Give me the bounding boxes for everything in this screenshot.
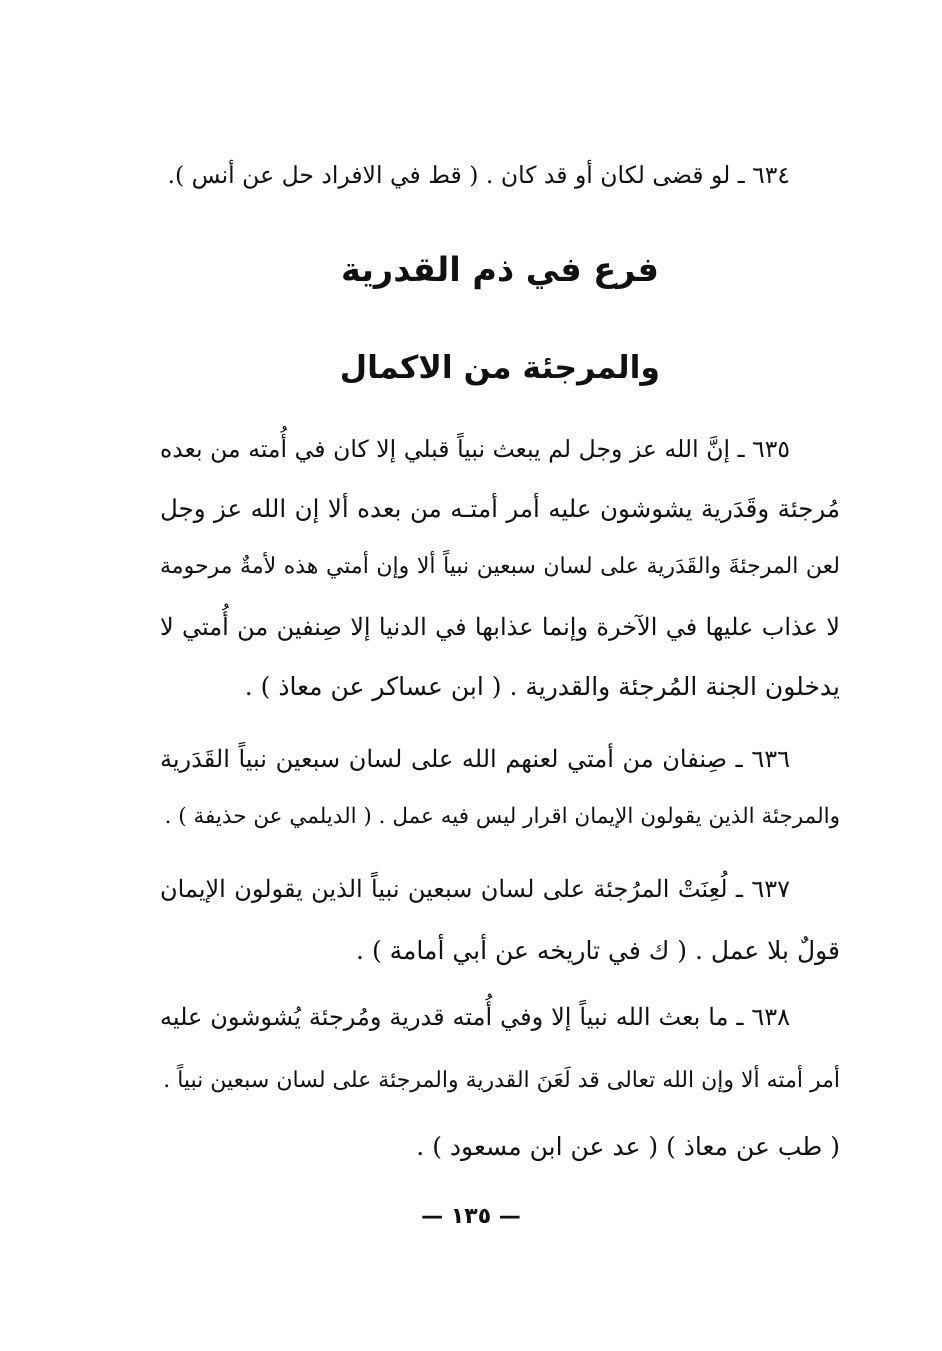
hadith-637-line-1: ٦٣٧ ـ لُعِنَتْ المرُجئة على لسان سبعين نبياً الذين يقولون الإيمان <box>160 875 790 903</box>
section-heading-line-2: والمرجئة من الاكمال <box>339 350 660 386</box>
hadith-638-line-2: أمر أمته ألا وإن الله تعالى قد لَعَنَ القدرية والمرجئة على لسان سبعين نبياً . <box>163 1068 840 1093</box>
hadith-635-line-2: مُرجئة وقَدَرية يشوشون عليه أمر أمتـه من بعده ألا إن الله عز وجل <box>160 494 840 523</box>
hadith-635-line-1: ٦٣٥ ـ إنَّ الله عز وجل لم يبعث نبياً قبلي إلا كان في أُمته من بعده <box>160 435 790 463</box>
section-heading-line-1: فرع في ذم القدرية <box>341 250 659 289</box>
hadith-638-line-1: ٦٣٨ ـ ما بعث الله نبياً إلا وفي أُمته قدرية ومُرجئة يُشوشون عليه <box>160 1003 790 1031</box>
hadith-637-line-2: قولٌ بلا عمل . ( ك في تاريخه عن أبي أمامة ) . <box>356 936 840 965</box>
hadith-635-line-4: لا عذاب عليها في الآخرة وإنما عذابها في الدنيا إلا صِنفين من أُمتي لا <box>160 613 840 641</box>
page-number: — ١٣٥ — <box>421 1204 521 1229</box>
hadith-635-line-5: يدخلون الجنة المُرجئة والقدرية . ( ابن عساكر عن معاذ ) . <box>244 672 840 701</box>
hadith-635-line-3: لعن المرجئةَ والقَدَرية على لسان سبعين نبياً ألا وإن أمتي هذه لأمةٌ مرحومة <box>160 554 840 579</box>
hadith-636-line-2: والمرجئة الذين يقولون الإيمان اقرار ليس فيه عمل . ( الديلمي عن حذيفة ) . <box>164 804 840 829</box>
hadith-638-line-3: ( طب عن معاذ ) ( عد عن ابن مسعود ) . <box>416 1132 840 1161</box>
hadith-634: ٦٣٤ ـ لو قضى لكان أو قد كان . ( قط في الافراد حل عن أنس ). <box>167 161 790 189</box>
hadith-636-line-1: ٦٣٦ ـ صِنفان من أمتي لعنهم الله على لسان سبعين نبياً القَدَرية <box>160 745 790 773</box>
